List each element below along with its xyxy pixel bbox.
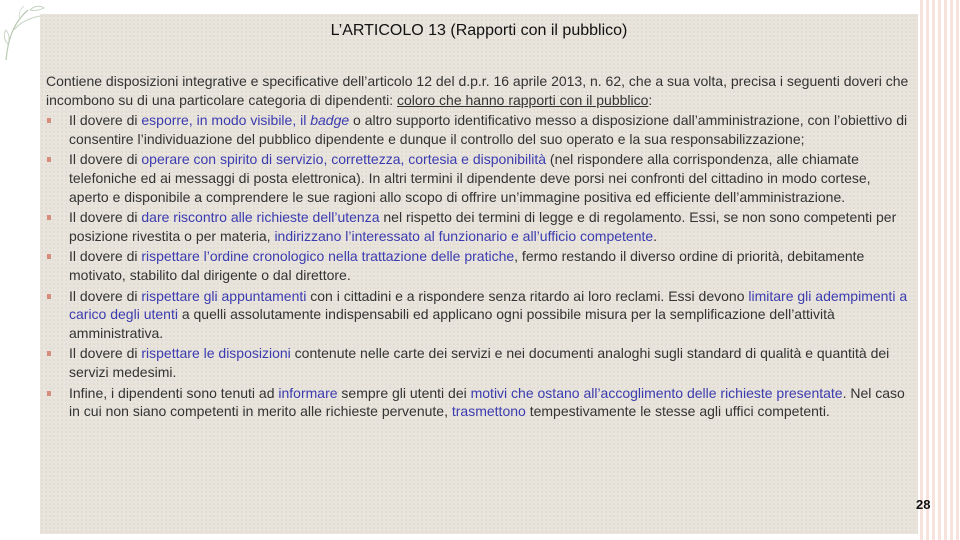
bullet-text: Il dovere di	[69, 209, 142, 226]
bullet-text: Il dovere di	[69, 112, 142, 129]
bullet-highlight: limitare gli adempimenti a carico degli utenti	[69, 287, 908, 323]
slide-body	[46, 72, 910, 423]
bullet-icon	[47, 391, 51, 396]
bullet-icon	[47, 215, 51, 220]
bullet-text: Il dovere di	[69, 151, 142, 168]
bullet-highlight: esporre, in modo visibile, il	[141, 112, 311, 129]
bullet-text: . Nel caso in cui non siano competenti in merito alle richieste pervenute,	[69, 384, 905, 420]
bullet-highlight-italic: badge	[310, 112, 350, 129]
bullet-text: a quelli assolutamente indispensabili ed applicano ogni possibile misura per la semplificazione dell’attività amministrativa.	[69, 306, 835, 341]
list-item	[46, 111, 910, 148]
bullet-icon	[47, 254, 51, 259]
intro-paragraph	[46, 72, 910, 109]
list-item	[46, 344, 910, 381]
bullet-highlight: rispettare l’ordine cronologico nella trattazione delle pratiche	[141, 248, 515, 265]
bullet-text: contenute nelle carte dei servizi e nei documenti analoghi sugli standard di qualità e quantità dei servizi medesimi.	[69, 345, 890, 380]
list-item	[46, 384, 910, 421]
bullet-text: sempre gli utenti dei	[337, 384, 471, 401]
bullet-text: o altro supporto identificativo messo a disposizione dall’amministrazione, con l’obiettivo di consentire l’individuazione del pubblico dipendente e dunque il controllo del suo operato e la sua responsabilizzazione;	[69, 112, 908, 147]
decorative-stripes	[920, 0, 960, 540]
bullet-text: Il dovere di	[69, 248, 142, 265]
bullet-text: (nel rispondere alla corrispondenza, alle chiamate telefoniche ed ai messaggi di posta elettronica). In altri termini il dipendente deve porsi nei confronti del cittadino in modo cortese, aperto e disponibile a comprendere le sue ragioni allo scopo di offrire un’immagine positiva ed efficiente dell’amministrazione.	[69, 151, 871, 205]
bullet-icon	[47, 351, 51, 356]
bullet-text: nel rispetto dei termini di legge e di regolamento. Essi, se non sono competenti per posizione rivestita o per materia,	[69, 209, 897, 244]
list-item	[46, 247, 910, 284]
list-item	[46, 208, 910, 245]
intro-end: :	[648, 91, 653, 108]
bullet-text: Infine, i dipendenti sono tenuti ad	[69, 384, 279, 401]
bullet-text: con i cittadini e a rispondere senza ritardo ai loro reclami. Essi devono	[306, 287, 749, 304]
bullet-highlight: rispettare le disposizioni	[141, 345, 291, 362]
page-number: 28	[916, 497, 931, 512]
bullet-text: .	[653, 227, 658, 244]
bullet-highlight: trasmettono	[451, 403, 526, 420]
list-item	[46, 150, 910, 206]
bullet-highlight: dare riscontro alle richieste dell’utenza	[141, 209, 380, 226]
bullet-text: Il dovere di	[69, 287, 142, 304]
bullet-icon	[47, 294, 51, 299]
bullet-text: Il dovere di	[69, 345, 142, 362]
bullet-icon	[47, 118, 51, 123]
bullet-highlight: operare con spirito di servizio, correttezza, cortesia e disponibilità	[141, 151, 547, 168]
bullet-text: , fermo restando il diverso ordine di priorità, debitamente motivato, stabilito dal dirigente o dal direttore.	[69, 248, 865, 283]
slide	[40, 14, 931, 534]
bullet-text: tempestivamente le stesse agli uffici competenti.	[525, 403, 830, 420]
list-item	[46, 287, 910, 343]
bullet-icon	[47, 157, 51, 162]
intro-text: Contiene disposizioni integrative e specificative dell’articolo 12 del d.p.r. 16 aprile 2013, n. 62, che a sua volta, precisa i seguenti doveri che incombono su di una particolare categoria di dipendenti:	[46, 73, 909, 108]
bullet-highlight: motivi che ostano all’accoglimento delle richieste presentate	[470, 384, 843, 401]
bullet-highlight: informare	[278, 384, 338, 401]
bullet-highlight: indirizzano l’interessato al funzionario e all’ufficio competente	[274, 227, 654, 244]
intro-underlined-text: coloro che hanno rapporti con il pubblico	[397, 91, 649, 108]
duties-list	[46, 111, 910, 421]
slide-title: L’ARTICOLO 13 (Rapporti con il pubblico)	[330, 22, 628, 39]
bullet-highlight: rispettare gli appuntamenti	[141, 287, 307, 304]
